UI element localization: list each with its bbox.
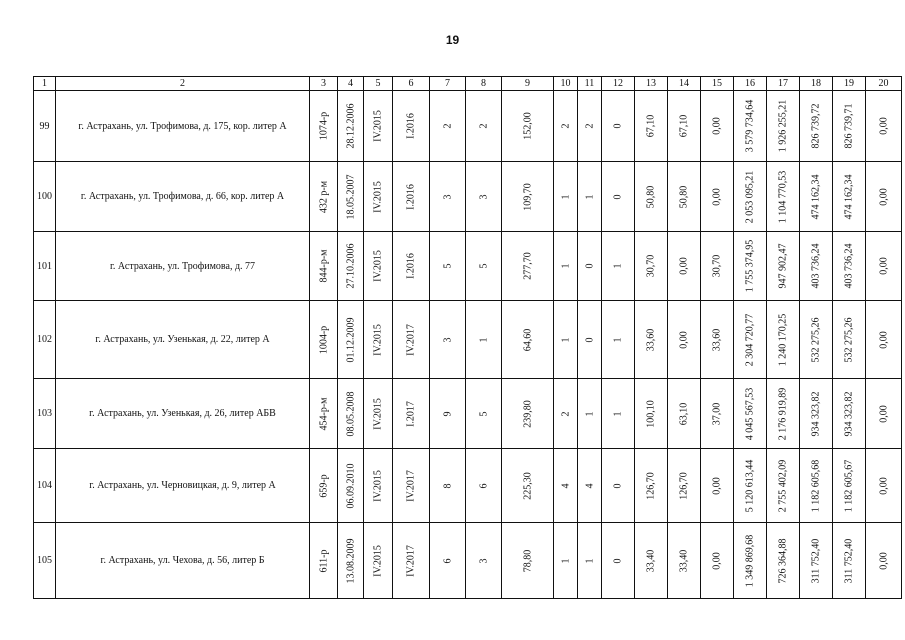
cell-text: IV.2017 [405,544,417,577]
cell-text: 826 739,71 [843,103,855,149]
cell-text: 1 755 374,95 [744,239,756,293]
cell-total-cost [734,232,767,301]
cell-text: 1 [560,558,571,563]
cell-text: 311 752,40 [810,538,822,583]
cell-col-13 [635,449,668,523]
cell-text: 1 [560,337,571,342]
cell-text: 50,80 [645,185,657,208]
cell-text: 63,10 [678,402,690,425]
cell-address: г. Астрахань, ул. Узенькая, д. 22, литер А [56,301,310,379]
cell-col-15 [701,232,734,301]
cell-text: 100,10 [645,399,657,428]
cell-col-17 [767,379,800,449]
cell-col-17 [767,232,800,301]
column-header: 10 [554,77,578,91]
cell-col-10 [554,449,578,523]
cell-text: I.2016 [405,113,417,139]
column-header: 20 [866,77,902,91]
cell-text: 2 [584,123,595,129]
table-row [34,91,902,162]
cell-col-17 [767,523,800,599]
cell-order-number [310,162,338,232]
cell-col-11 [578,301,602,379]
cell-col-15 [701,379,734,449]
cell-col-18 [800,523,833,599]
cell-text: 0,00 [711,551,723,570]
cell-area-value [502,523,554,599]
cell-col-13 [635,523,668,599]
cell-order-number [310,379,338,449]
cell-text: 403 736,24 [843,243,855,289]
cell-text: 225,30 [522,471,533,500]
column-header: 12 [602,77,635,91]
cell-col-14 [668,449,701,523]
cell-text: 5 [478,411,489,416]
cell-text: 0,00 [678,257,690,275]
cell-text: 3 [442,337,453,342]
cell-text: 0,00 [878,551,889,570]
cell-start-period [364,301,393,379]
cell-col-19 [833,523,866,599]
cell-col-15 [701,91,734,162]
cell-col-13 [635,232,668,301]
cell-col-20 [866,91,902,162]
cell-text: 30,70 [711,254,723,278]
cell-text: 934 323,82 [843,391,855,436]
cell-row-number: 99 [34,91,56,162]
cell-col-11 [578,232,602,301]
cell-col-15 [701,301,734,379]
cell-order-date [338,162,364,232]
cell-text: 726 364,88 [777,538,789,583]
cell-text: 5 [442,263,453,269]
column-header: 16 [734,77,767,91]
cell-order-date [338,379,364,449]
cell-text: 33,40 [678,549,690,572]
cell-order-date [338,449,364,523]
cell-start-period [364,449,393,523]
cell-text: 532 275,26 [843,317,855,362]
cell-col-10 [554,301,578,379]
column-header: 17 [767,77,800,91]
cell-col-17 [767,449,800,523]
cell-area-value [502,379,554,449]
cell-text: 0 [584,337,595,342]
cell-text: 1 [612,263,624,269]
cell-text: 27.10.2006 [345,243,356,289]
cell-col-18 [800,379,833,449]
cell-total-cost [734,162,767,232]
cell-col-10 [554,162,578,232]
cell-col-7 [430,232,466,301]
cell-col-10 [554,379,578,449]
column-header: 4 [338,77,364,91]
cell-text: 0,00 [678,330,690,349]
cell-col-20 [866,162,902,232]
cell-text: 5 120 613,44 [744,459,756,512]
cell-text: 1 [584,194,595,199]
table-row [34,232,902,301]
cell-col-12 [602,232,635,301]
cell-text: 126,70 [645,471,657,500]
cell-text: 454-р-м [318,397,329,430]
cell-text: 934 323,82 [810,391,822,436]
cell-text: 1 926 255,21 [777,99,789,153]
cell-col-17 [767,162,800,232]
cell-col-7 [430,301,466,379]
cell-text: 33,60 [711,328,723,351]
cell-start-period [364,232,393,301]
cell-col-18 [800,232,833,301]
cell-col-13 [635,301,668,379]
cell-text: 3 [478,558,489,563]
cell-text: 6 [478,483,489,488]
cell-text: 67,10 [678,114,690,138]
cell-area-value [502,449,554,523]
cell-start-period [364,162,393,232]
cell-col-10 [554,232,578,301]
cell-text: 3 [478,194,489,199]
cell-start-period [364,379,393,449]
column-header: 14 [668,77,701,91]
table-row [34,523,902,599]
cell-text: 33,40 [645,549,657,572]
cell-area-value [502,91,554,162]
cell-row-number: 100 [34,162,56,232]
cell-text: 1004-р [318,325,329,354]
cell-col-12 [602,162,635,232]
cell-text: 2 [478,123,489,129]
table-row [34,379,902,449]
cell-text: IV.2017 [405,323,417,356]
cell-end-period [393,449,430,523]
cell-text: 0,00 [878,187,889,206]
cell-text: 30,70 [645,254,657,278]
cell-text: 1 240 170,25 [777,313,789,366]
cell-text: 2 053 095,21 [744,170,756,223]
cell-end-period [393,523,430,599]
cell-text: 33,60 [645,328,657,351]
cell-text: IV.2015 [372,544,384,577]
cell-text: 8 [442,483,453,488]
cell-order-date [338,523,364,599]
cell-col-14 [668,523,701,599]
cell-col-20 [866,379,902,449]
cell-text: 28.12.2006 [345,103,356,149]
page-number: 19 [445,33,460,47]
cell-row-number: 105 [34,523,56,599]
cell-text: 0,00 [878,404,889,423]
cell-text: 0,00 [711,476,723,495]
cell-text: IV.2015 [372,397,384,430]
cell-col-11 [578,91,602,162]
cell-text: 239,80 [522,399,533,428]
cell-col-18 [800,91,833,162]
cell-text: 2 [442,123,453,129]
cell-text: 1 182 605,68 [810,459,822,512]
cell-text: 2 [560,411,571,416]
cell-col-20 [866,523,902,599]
cell-col-18 [800,301,833,379]
cell-order-date [338,301,364,379]
cell-order-date [338,91,364,162]
cell-col-7 [430,449,466,523]
cell-text: 0 [612,194,624,199]
table-row [34,301,902,379]
cell-end-period [393,301,430,379]
cell-text: IV.2015 [372,250,384,282]
cell-text: 1 104 770,53 [777,170,789,223]
cell-text: 0 [612,558,624,563]
cell-col-14 [668,379,701,449]
cell-text: 826 739,72 [810,103,822,149]
cell-col-8 [466,379,502,449]
register-table [33,76,902,599]
cell-text: 1 [612,337,624,342]
column-header: 18 [800,77,833,91]
cell-text: 109,70 [522,182,533,211]
cell-col-15 [701,162,734,232]
cell-text: 37,00 [711,402,723,425]
cell-col-19 [833,162,866,232]
cell-col-10 [554,523,578,599]
cell-end-period [393,162,430,232]
cell-text: 403 736,24 [810,243,822,289]
cell-text: 2 [560,123,571,129]
cell-text: 13.08.2009 [345,538,356,583]
cell-text: 844-р-м [318,249,329,283]
cell-address: г. Астрахань, ул. Узенькая, д. 26, литер АБВ [56,379,310,449]
cell-col-8 [466,301,502,379]
cell-col-13 [635,91,668,162]
cell-text: 277,70 [522,252,533,280]
cell-text: 4 [560,483,571,488]
cell-text: 1 [584,411,595,416]
cell-text: 311 752,40 [843,538,855,583]
cell-text: 1 [560,194,571,199]
cell-col-20 [866,301,902,379]
cell-col-8 [466,162,502,232]
cell-col-8 [466,449,502,523]
cell-col-8 [466,91,502,162]
cell-end-period [393,91,430,162]
cell-total-cost [734,91,767,162]
cell-start-period [364,523,393,599]
cell-text: 152,00 [522,112,533,140]
cell-total-cost [734,301,767,379]
cell-col-12 [602,379,635,449]
cell-text: 659-р [318,473,329,498]
cell-text: 0,00 [878,330,889,349]
cell-text: 0 [584,263,595,269]
header-row [34,77,902,91]
cell-text: 0,00 [711,117,723,135]
cell-text: 1074-р [318,111,329,141]
table-row [34,449,902,523]
cell-text: 0,00 [711,187,723,206]
cell-total-cost [734,379,767,449]
cell-text: 432 р-м [318,180,329,213]
cell-col-14 [668,232,701,301]
column-header: 7 [430,77,466,91]
cell-col-14 [668,162,701,232]
cell-start-period [364,91,393,162]
table-body [34,91,902,599]
cell-text: 06.09.2010 [345,463,356,508]
cell-col-19 [833,379,866,449]
column-header: 3 [310,77,338,91]
column-header: 2 [56,77,310,91]
cell-text: 947 902,47 [777,243,789,289]
cell-col-7 [430,379,466,449]
cell-text: 1 [612,411,624,416]
column-header: 9 [502,77,554,91]
cell-text: 4 045 567,53 [744,387,756,440]
cell-text: 0,00 [878,257,889,275]
cell-text: 611-р [318,549,329,572]
cell-text: 78,80 [522,549,533,572]
cell-text: I.2016 [405,253,417,279]
cell-col-18 [800,162,833,232]
cell-col-17 [767,91,800,162]
cell-area-value [502,162,554,232]
cell-col-15 [701,523,734,599]
cell-text: 0,00 [878,476,889,495]
cell-col-11 [578,162,602,232]
cell-text: 67,10 [645,114,657,138]
cell-text: 08.05.2008 [345,391,356,436]
cell-text: IV.2015 [372,180,384,213]
column-header: 6 [393,77,430,91]
cell-text: 3 579 734,64 [744,99,756,153]
cell-text: 18.05.2007 [345,174,356,219]
cell-row-number: 102 [34,301,56,379]
cell-text: 5 [478,263,489,269]
column-header: 11 [578,77,602,91]
cell-col-13 [635,379,668,449]
cell-order-date [338,232,364,301]
cell-col-14 [668,301,701,379]
cell-col-11 [578,379,602,449]
cell-order-number [310,91,338,162]
cell-order-number [310,449,338,523]
cell-col-15 [701,449,734,523]
cell-col-18 [800,449,833,523]
cell-col-11 [578,449,602,523]
cell-address: г. Астрахань, ул. Черновицкая, д. 9, литер А [56,449,310,523]
cell-col-7 [430,162,466,232]
cell-text: 0,00 [878,117,889,135]
column-header: 15 [701,77,734,91]
cell-text: 2 176 919,89 [777,387,789,440]
cell-col-10 [554,91,578,162]
cell-col-12 [602,91,635,162]
cell-address: г. Астрахань, ул. Чехова, д. 56, литер Б [56,523,310,599]
column-header: 19 [833,77,866,91]
cell-text: I.2017 [405,400,417,427]
cell-text: 1 [560,263,571,269]
cell-text: IV.2017 [405,469,417,502]
cell-col-12 [602,301,635,379]
cell-text: 474 162,34 [810,174,822,219]
column-header: 5 [364,77,393,91]
cell-text: 2 304 720,77 [744,313,756,366]
cell-text: 0 [612,483,624,488]
cell-order-number [310,523,338,599]
cell-address: г. Астрахань, ул. Трофимова, д. 66, кор. литер А [56,162,310,232]
cell-text: 6 [442,558,453,563]
cell-area-value [502,301,554,379]
cell-text: 50,80 [678,185,690,208]
cell-total-cost [734,523,767,599]
cell-col-19 [833,449,866,523]
cell-col-19 [833,232,866,301]
cell-col-12 [602,523,635,599]
cell-total-cost [734,449,767,523]
cell-text: I.2016 [405,183,417,210]
column-header: 1 [34,77,56,91]
cell-text: 1 [478,337,489,342]
cell-text: 64,60 [522,328,533,351]
cell-col-14 [668,91,701,162]
cell-row-number: 103 [34,379,56,449]
cell-col-12 [602,449,635,523]
cell-text: IV.2015 [372,110,384,142]
cell-text: 0 [612,123,624,129]
column-header: 8 [466,77,502,91]
cell-col-8 [466,523,502,599]
cell-text: 532 275,26 [810,317,822,362]
cell-text: 9 [442,411,453,416]
cell-col-17 [767,301,800,379]
cell-address: г. Астрахань, ул. Трофимова, д. 175, кор. литер А [56,91,310,162]
cell-text: 1 [584,558,595,563]
cell-col-13 [635,162,668,232]
cell-row-number: 104 [34,449,56,523]
cell-text: 1 349 869,68 [744,534,756,587]
cell-text: 3 [442,194,453,199]
cell-row-number: 101 [34,232,56,301]
cell-text: IV.2015 [372,323,384,356]
table-row [34,162,902,232]
cell-order-number [310,301,338,379]
cell-text: 01.12.2009 [345,317,356,362]
cell-text: 474 162,34 [843,174,855,219]
column-header: 13 [635,77,668,91]
cell-col-20 [866,449,902,523]
cell-col-11 [578,523,602,599]
cell-end-period [393,379,430,449]
cell-col-19 [833,91,866,162]
cell-text: 126,70 [678,471,690,500]
cell-end-period [393,232,430,301]
cell-text: 1 182 605,67 [843,459,855,512]
cell-col-19 [833,301,866,379]
cell-order-number [310,232,338,301]
cell-col-7 [430,91,466,162]
cell-col-7 [430,523,466,599]
cell-area-value [502,232,554,301]
cell-col-8 [466,232,502,301]
cell-col-20 [866,232,902,301]
cell-text: 4 [584,483,595,488]
cell-address: г. Астрахань, ул. Трофимова, д. 77 [56,232,310,301]
cell-text: 2 755 402,09 [777,459,789,512]
cell-text: IV.2015 [372,469,384,502]
